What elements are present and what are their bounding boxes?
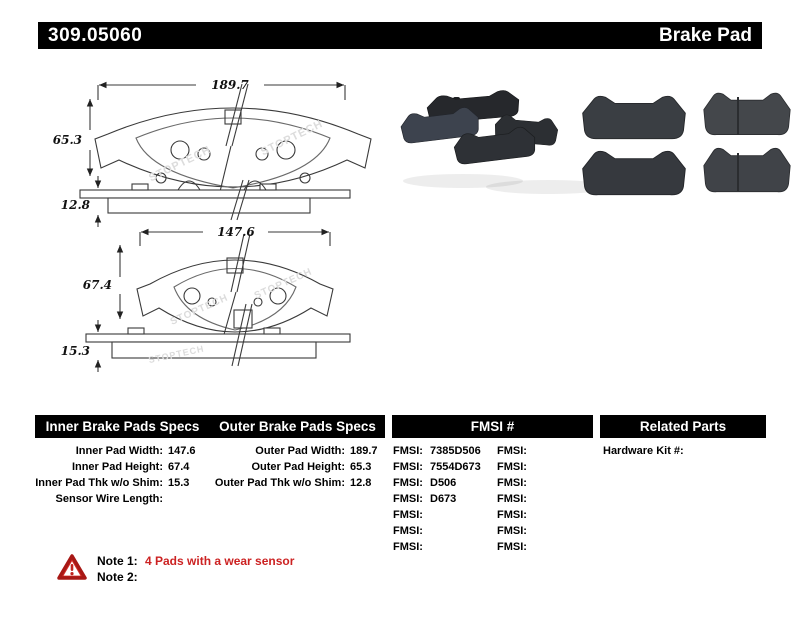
spec-value: 67.4: [168, 461, 190, 473]
outer-specs-title: Outer Brake Pads Specs: [219, 419, 376, 434]
spec-label: Inner Pad Thk w/o Shim:: [35, 477, 163, 489]
spec-label: Inner Pad Height:: [71, 461, 163, 473]
table-row: [497, 443, 534, 459]
note-1-label: Note 1:: [97, 554, 138, 568]
table-row: [205, 475, 381, 491]
product-type: Brake Pad: [659, 24, 752, 46]
fmsi-value: [529, 491, 534, 507]
spec-label: Outer Pad Thk w/o Shim:: [214, 477, 345, 489]
fmsi-label: FMSI:: [393, 493, 423, 505]
table-row: [497, 539, 534, 555]
fmsi-value: [529, 475, 534, 491]
spec-label: Outer Pad Width:: [255, 445, 345, 457]
fmsi-label: FMSI:: [393, 509, 423, 521]
inner-pad-front-view: [120, 232, 333, 338]
fmsi-label: FMSI:: [497, 541, 527, 553]
fmsi-value: [529, 523, 534, 539]
fmsi-label: FMSI:: [497, 509, 527, 521]
table-row: [35, 459, 227, 475]
note-2-label: Note 2:: [97, 570, 138, 584]
table-row: [393, 459, 481, 475]
spec-value: 12.8: [350, 477, 372, 489]
photo-pads-flat: [583, 93, 791, 195]
product-photos: [393, 83, 798, 198]
fmsi-value: [529, 443, 534, 459]
fmsi-value: [425, 507, 430, 523]
fmsi-value: 7385D506: [430, 445, 481, 457]
fmsi-value: [529, 507, 534, 523]
table-row: [393, 491, 481, 507]
watermark-text: STOPTECH: [147, 343, 206, 366]
outer-width-dim: 189.7: [211, 78, 249, 92]
fmsi-header-bar: [392, 415, 593, 438]
outer-specs-table: [205, 443, 381, 491]
title-bar: [38, 22, 762, 49]
fmsi-value: [425, 539, 430, 555]
table-row: [497, 507, 534, 523]
fmsi-label: FMSI:: [393, 477, 423, 489]
warning-icon: [57, 553, 87, 582]
table-row: [393, 475, 481, 491]
table-row: [393, 443, 481, 459]
watermark-text: STOPTECH: [168, 292, 231, 328]
watermark-text: STOPTECH: [252, 266, 315, 302]
note-1: [97, 553, 294, 569]
fmsi-label: FMSI:: [393, 525, 423, 537]
inner-width-dim: 147.6: [217, 225, 255, 239]
fmsi-label: FMSI:: [497, 477, 527, 489]
spec-label: Inner Pad Width:: [75, 445, 163, 457]
fmsi-label: FMSI:: [393, 445, 423, 457]
table-row: [497, 475, 534, 491]
spec-value: [163, 491, 168, 507]
fmsi-label: FMSI:: [393, 541, 423, 553]
related-parts-title: Related Parts: [639, 419, 727, 434]
outer-height-dim: 65.3: [52, 133, 82, 147]
note-2: [97, 569, 294, 585]
part-number: 309.05060: [48, 24, 143, 46]
spec-label: Sensor Wire Length:: [55, 493, 163, 505]
related-parts-header-bar: [600, 415, 766, 438]
photo-pads-angled: [400, 89, 610, 194]
inner-height-dim: 67.4: [82, 278, 112, 292]
fmsi-value: [425, 523, 430, 539]
related-parts-table: [603, 443, 689, 459]
note-1-text: 4 Pads with a wear sensor: [145, 554, 295, 568]
fmsi-label: FMSI:: [497, 445, 527, 457]
spec-value: 147.6: [168, 445, 196, 457]
watermark-text: STOPTECH: [147, 143, 214, 185]
table-row: [205, 443, 381, 459]
table-row: [393, 539, 481, 555]
fmsi-value: D673: [430, 493, 457, 505]
fmsi-table-col1: [393, 443, 481, 555]
inner-specs-table: [35, 443, 227, 507]
fmsi-table-col2: [497, 443, 534, 555]
spec-value: 65.3: [350, 461, 372, 473]
table-row: [35, 443, 227, 459]
specs-header-bar: [35, 415, 385, 438]
outer-thickness-dim: 12.8: [60, 198, 90, 212]
table-row: [603, 443, 689, 459]
fmsi-value: D506: [430, 477, 457, 489]
fmsi-title: FMSI #: [470, 419, 515, 434]
spec-label: Outer Pad Height:: [251, 461, 345, 473]
table-row: [35, 475, 227, 491]
fmsi-value: 7554D673: [430, 461, 481, 473]
table-row: [497, 459, 534, 475]
inner-thickness-dim: 15.3: [60, 344, 90, 358]
inner-specs-title: Inner Brake Pads Specs: [45, 419, 200, 434]
table-row: [393, 523, 481, 539]
spec-value: 189.7: [350, 445, 378, 457]
notes-section: [57, 553, 294, 585]
fmsi-label: FMSI:: [497, 493, 527, 505]
fmsi-label: FMSI:: [393, 461, 423, 473]
technical-drawings: [28, 72, 388, 407]
watermark-text: STOPTECH: [259, 117, 326, 159]
fmsi-value: [529, 459, 534, 475]
fmsi-label: FMSI:: [497, 525, 527, 537]
table-row: [393, 507, 481, 523]
related-label: Hardware Kit #:: [603, 445, 684, 457]
table-row: [497, 491, 534, 507]
table-row: [35, 491, 227, 507]
spec-value: 15.3: [168, 477, 190, 489]
related-value: [684, 443, 689, 459]
fmsi-label: FMSI:: [497, 461, 527, 473]
table-row: [205, 459, 381, 475]
fmsi-value: [529, 539, 534, 555]
table-row: [497, 523, 534, 539]
